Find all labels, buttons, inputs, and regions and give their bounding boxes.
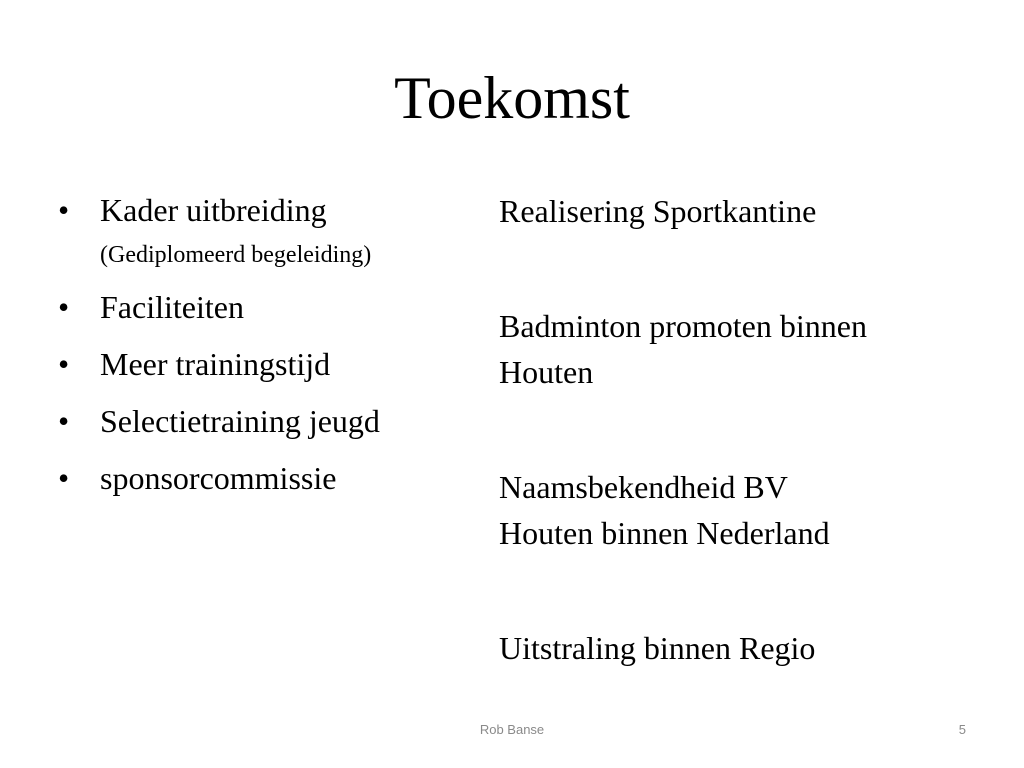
list-item-text: sponsorcommissie [100, 460, 337, 496]
right-column [499, 188, 999, 671]
list-item [56, 342, 476, 386]
list-item [56, 399, 476, 443]
list-item-text: Meer trainingstijd [100, 346, 331, 382]
list-item-subtext: (Gediplomeerd begeleiding) [100, 242, 372, 268]
footer-author: Rob Banse [479, 722, 545, 737]
footer-page-number: 5 [958, 722, 966, 737]
list-item-text: Selectietraining jeugd [100, 403, 380, 439]
list-item-text: Faciliteiten [100, 289, 244, 325]
right-paragraph: Badminton promoten binnen Houten [499, 308, 867, 390]
left-column [56, 188, 476, 513]
bullet-icon: • [58, 460, 70, 496]
bullet-list [56, 188, 476, 500]
bullet-icon: • [58, 346, 70, 382]
list-item [56, 188, 476, 272]
bullet-icon: • [58, 403, 70, 439]
bullet-icon: • [58, 192, 70, 228]
slide-title: Toekomst [394, 65, 630, 131]
bullet-icon: • [58, 289, 70, 325]
right-paragraph: Naamsbekendheid BV Houten binnen Nederland [499, 469, 830, 551]
list-item [56, 285, 476, 329]
list-item-text: Kader uitbreiding [100, 192, 327, 228]
list-item [56, 456, 476, 500]
right-paragraph: Uitstraling binnen Regio [499, 630, 816, 666]
right-paragraph: Realisering Sportkantine [499, 193, 817, 229]
